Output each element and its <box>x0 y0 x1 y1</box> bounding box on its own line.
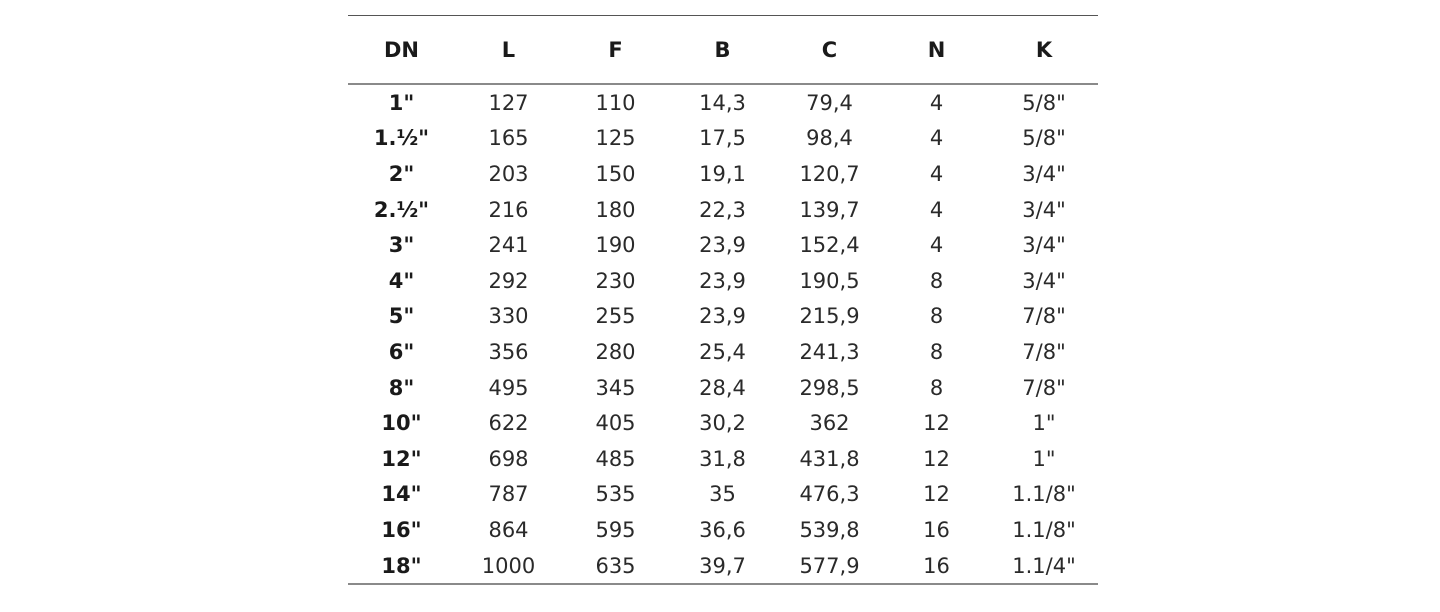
table-cell-n: 8 <box>929 268 944 293</box>
table-cell-f: 190 <box>595 233 636 258</box>
table-cell-l: 292 <box>488 268 529 293</box>
table-cell-f: 110 <box>595 90 636 115</box>
table-cell-k: 5/8" <box>1022 90 1066 115</box>
table-cell-k: 1" <box>1032 411 1056 436</box>
table-cell-k: 3/4" <box>1022 268 1066 293</box>
table-row <box>348 405 1098 441</box>
table-cell-k: 7/8" <box>1022 375 1066 400</box>
table-cell-n: 8 <box>929 304 944 329</box>
table-cell-c: 79,4 <box>806 90 853 115</box>
table-cell-k: 3/4" <box>1022 161 1066 186</box>
dimensions-table-container <box>348 15 1098 585</box>
table-cell-dn: 2.½" <box>373 197 430 222</box>
table-cell-c: 431,8 <box>799 446 860 471</box>
table-cell-b: 14,3 <box>699 90 746 115</box>
table-cell-n: 16 <box>923 517 950 542</box>
column-header-dn: DN <box>383 37 419 62</box>
table-cell-n: 4 <box>929 197 944 222</box>
table-cell-l: 203 <box>488 161 529 186</box>
table-row <box>348 548 1098 584</box>
table-cell-f: 280 <box>595 339 636 364</box>
column-header-b: B <box>714 37 731 62</box>
table-cell-dn: 10" <box>381 411 422 436</box>
dimensions-table-body <box>348 85 1098 583</box>
table-cell-b: 22,3 <box>699 197 746 222</box>
table-cell-k: 1.1/4" <box>1012 553 1076 578</box>
table-row <box>348 334 1098 370</box>
table-cell-c: 298,5 <box>799 375 860 400</box>
table-cell-l: 356 <box>488 339 529 364</box>
table-cell-l: 622 <box>488 411 529 436</box>
table-cell-n: 4 <box>929 161 944 186</box>
table-cell-dn: 8" <box>388 375 415 400</box>
table-bottom-rule <box>348 583 1098 585</box>
table-cell-l: 216 <box>488 197 529 222</box>
table-cell-k: 5/8" <box>1022 126 1066 151</box>
table-cell-b: 36,6 <box>699 517 746 542</box>
table-cell-b: 19,1 <box>699 161 746 186</box>
table-cell-k: 1.1/8" <box>1012 482 1076 507</box>
table-cell-dn: 16" <box>381 517 422 542</box>
table-cell-dn: 12" <box>381 446 422 471</box>
table-cell-c: 98,4 <box>806 126 853 151</box>
table-cell-dn: 4" <box>388 268 415 293</box>
table-row <box>348 192 1098 228</box>
table-cell-dn: 3" <box>388 233 415 258</box>
table-cell-n: 12 <box>923 446 950 471</box>
table-cell-b: 31,8 <box>699 446 746 471</box>
table-header <box>348 16 1098 83</box>
table-cell-c: 577,9 <box>799 553 860 578</box>
table-cell-b: 28,4 <box>699 375 746 400</box>
table-cell-n: 12 <box>923 482 950 507</box>
table-cell-b: 23,9 <box>699 304 746 329</box>
column-header-k: K <box>1035 37 1053 62</box>
table-cell-dn: 6" <box>388 339 415 364</box>
table-cell-f: 635 <box>595 553 636 578</box>
table-cell-b: 39,7 <box>699 553 746 578</box>
table-cell-b: 17,5 <box>699 126 746 151</box>
table-cell-k: 1.1/8" <box>1012 517 1076 542</box>
table-cell-b: 25,4 <box>699 339 746 364</box>
table-cell-c: 539,8 <box>799 517 860 542</box>
table-cell-n: 8 <box>929 339 944 364</box>
table-cell-k: 3/4" <box>1022 233 1066 258</box>
table-cell-f: 150 <box>595 161 636 186</box>
table-cell-n: 8 <box>929 375 944 400</box>
table-cell-l: 787 <box>488 482 529 507</box>
table-cell-c: 362 <box>809 411 850 436</box>
table-cell-dn: 1.½" <box>373 126 430 151</box>
table-cell-l: 698 <box>488 446 529 471</box>
table-cell-l: 864 <box>488 517 529 542</box>
table-cell-b: 30,2 <box>699 411 746 436</box>
table-cell-f: 125 <box>595 126 636 151</box>
table-cell-dn: 1" <box>388 90 415 115</box>
table-cell-c: 241,3 <box>799 339 860 364</box>
table-cell-k: 7/8" <box>1022 339 1066 364</box>
table-row <box>348 370 1098 406</box>
table-cell-dn: 14" <box>381 482 422 507</box>
table-cell-f: 405 <box>595 411 636 436</box>
table-cell-f: 255 <box>595 304 636 329</box>
table-cell-k: 1" <box>1032 446 1056 471</box>
table-cell-c: 215,9 <box>799 304 860 329</box>
table-row <box>348 85 1098 121</box>
table-cell-n: 4 <box>929 90 944 115</box>
header-row <box>348 16 1098 83</box>
table-cell-c: 152,4 <box>799 233 860 258</box>
table-cell-l: 241 <box>488 233 529 258</box>
table-row <box>348 441 1098 477</box>
table-row <box>348 512 1098 548</box>
table-cell-dn: 5" <box>388 304 415 329</box>
table-row <box>348 299 1098 335</box>
table-cell-f: 485 <box>595 446 636 471</box>
table-cell-l: 330 <box>488 304 529 329</box>
dimensions-table <box>348 16 1098 83</box>
table-cell-c: 139,7 <box>799 197 860 222</box>
table-row <box>348 121 1098 157</box>
column-header-n: N <box>927 37 946 62</box>
table-cell-k: 3/4" <box>1022 197 1066 222</box>
table-cell-c: 120,7 <box>799 161 860 186</box>
table-cell-c: 190,5 <box>799 268 860 293</box>
table-cell-f: 345 <box>595 375 636 400</box>
table-cell-f: 180 <box>595 197 636 222</box>
table-row <box>348 477 1098 513</box>
table-cell-c: 476,3 <box>799 482 860 507</box>
table-row <box>348 156 1098 192</box>
table-cell-dn: 2" <box>388 161 415 186</box>
column-header-c: C <box>821 37 838 62</box>
table-row <box>348 227 1098 263</box>
table-cell-f: 595 <box>595 517 636 542</box>
table-row <box>348 263 1098 299</box>
table-cell-l: 165 <box>488 126 529 151</box>
table-cell-f: 230 <box>595 268 636 293</box>
table-body <box>348 85 1098 583</box>
column-header-l: L <box>501 37 516 62</box>
column-header-f: F <box>608 37 623 62</box>
table-cell-n: 12 <box>923 411 950 436</box>
table-cell-b: 35 <box>709 482 736 507</box>
table-cell-dn: 18" <box>381 553 422 578</box>
table-cell-l: 495 <box>488 375 529 400</box>
table-cell-b: 23,9 <box>699 268 746 293</box>
table-cell-b: 23,9 <box>699 233 746 258</box>
table-cell-l: 127 <box>488 90 529 115</box>
table-cell-k: 7/8" <box>1022 304 1066 329</box>
table-cell-n: 4 <box>929 233 944 258</box>
table-cell-n: 16 <box>923 553 950 578</box>
table-cell-n: 4 <box>929 126 944 151</box>
table-cell-f: 535 <box>595 482 636 507</box>
table-cell-l: 1000 <box>481 553 536 578</box>
